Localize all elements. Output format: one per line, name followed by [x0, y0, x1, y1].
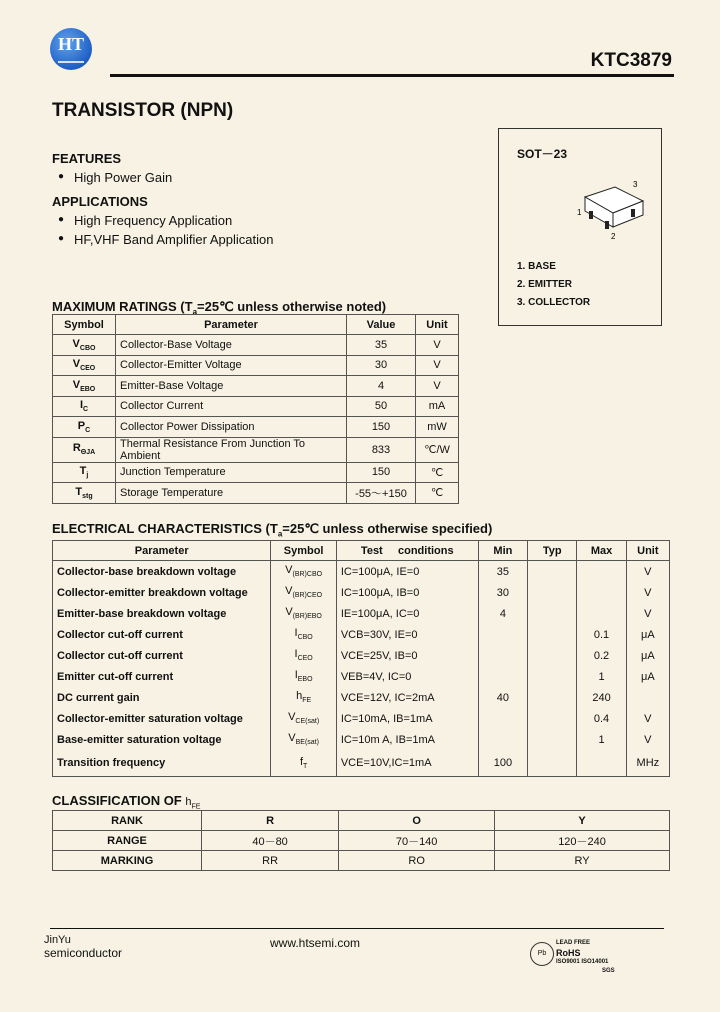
table-row: RANK R O Y [53, 811, 670, 831]
col-header: Parameter [53, 541, 271, 561]
min-cell [478, 729, 527, 750]
max-cell: 0.2 [577, 645, 626, 666]
company-name: JinYu [44, 934, 71, 946]
max-cell: 1 [577, 666, 626, 687]
col-header: Typ [528, 541, 577, 561]
classification-title: CLASSIFICATION OF $h_{FE}$ [52, 793, 201, 811]
table-row [53, 687, 670, 708]
certification-badges: Pb LEAD FREE RoHS ISO9001 ISO14001 SGS [530, 940, 654, 976]
symbol-cell: $f_T$ [271, 750, 336, 777]
feature-item: ● High Power Gain [74, 170, 172, 185]
table-row [53, 561, 670, 583]
max-cell [577, 582, 626, 603]
max-cell: 1 [577, 729, 626, 750]
col-header: Unit [416, 315, 459, 335]
table-row: $V_{EBO}$ Emitter-Base Voltage 4 V [53, 376, 459, 397]
cond-cell: VCE=25V, IB=0 [336, 645, 478, 666]
max-cell: 0.4 [577, 708, 626, 729]
max-cell [577, 603, 626, 624]
cond-cell: IE=100μA, IC=0 [336, 603, 478, 624]
typ-cell [528, 729, 577, 750]
pin-emitter: 2. EMITTER [517, 279, 573, 290]
col-header: Symbol [53, 315, 116, 335]
unit-cell: V [626, 729, 669, 750]
max-ratings-title: MAXIMUM RATINGS ($T_a=25℃$ unless otherwise noted) [52, 299, 387, 317]
table-row [53, 582, 670, 603]
col-header: Value [347, 315, 416, 335]
unit-cell: MHz [626, 750, 669, 777]
unit-cell: μA [626, 645, 669, 666]
param-cell: Collector cut-off current [53, 645, 271, 666]
min-cell [478, 708, 527, 729]
package-name: SOT－23 [517, 147, 568, 161]
unit-cell: V [626, 582, 669, 603]
application-item: ● High Frequency Application [74, 213, 232, 228]
table-row: $P_C$ Collector Power Dissipation 150 mW [53, 417, 459, 438]
footer-divider [50, 928, 664, 929]
cond-cell: VEB=4V, IC=0 [336, 666, 478, 687]
pin-collector: 3. COLLECTOR [517, 297, 591, 308]
min-cell: 40 [478, 687, 527, 708]
unit-cell: μA [626, 666, 669, 687]
typ-cell [528, 645, 577, 666]
typ-cell [528, 561, 577, 583]
symbol-cell: $V_{CE(sat)}$ [271, 708, 336, 729]
min-cell: 35 [478, 561, 527, 583]
col-header: Unit [626, 541, 669, 561]
param-cell: Collector-emitter saturation voltage [53, 708, 271, 729]
symbol-cell: $I_{CEO}$ [271, 645, 336, 666]
table-row [53, 624, 670, 645]
pin-label: 3 [633, 180, 638, 189]
cond-cell: VCE=12V, IC=2mA [336, 687, 478, 708]
table-row: $I_C$ Collector Current 50 mA [53, 396, 459, 417]
symbol-cell: $V_{(BR)CEO}$ [271, 582, 336, 603]
cert-iso: ISO9001 ISO14001 [556, 959, 609, 965]
header-divider [110, 74, 674, 77]
table-row [53, 750, 670, 777]
param-cell: DC current gain [53, 687, 271, 708]
typ-cell [528, 603, 577, 624]
cond-cell: VCE=10V,IC=1mA [336, 750, 478, 777]
unit-cell: V [626, 561, 669, 583]
param-cell: Collector-base breakdown voltage [53, 561, 271, 583]
page-title: TRANSISTOR (NPN) [52, 100, 234, 121]
max-cell [577, 561, 626, 583]
symbol-cell: $V_{(BR)CBO}$ [271, 561, 336, 583]
cert-rohs: RoHS [556, 948, 581, 958]
unit-cell: μA [626, 624, 669, 645]
typ-cell [528, 624, 577, 645]
features-heading: FEATURES [52, 151, 122, 166]
param-cell: Emitter-base breakdown voltage [53, 603, 271, 624]
table-row: MARKING RR RO RY [53, 851, 670, 871]
cert-sgs: SGS [602, 968, 615, 974]
min-cell [478, 645, 527, 666]
symbol-cell: $h_{FE}$ [271, 687, 336, 708]
symbol-cell: $I_{EBO}$ [271, 666, 336, 687]
table-row: RANGE 40－80 70－140 120－240 [53, 831, 670, 851]
part-number: KTC3879 [590, 50, 672, 71]
cond-cell: IC=100μA, IB=0 [336, 582, 478, 603]
pin-label: 2 [611, 232, 616, 241]
logo-text: HT [57, 34, 84, 54]
cond-cell: VCB=30V, IE=0 [336, 624, 478, 645]
table-row: $T_{stg}$ Storage Temperature -55～+150 ℃ [53, 483, 459, 504]
typ-cell [528, 687, 577, 708]
cert-lead-free: LEAD FREE [556, 940, 591, 946]
typ-cell [528, 708, 577, 729]
table-row: $T_j$ Junction Temperature 150 ℃ [53, 462, 459, 483]
cond-cell: IC=100μA, IE=0 [336, 561, 478, 583]
max-ratings-table [52, 314, 459, 504]
symbol-cell: $V_{(BR)EBO}$ [271, 603, 336, 624]
col-header: Parameter [116, 315, 347, 335]
param-cell: Collector cut-off current [53, 624, 271, 645]
col-header: Test conditions [336, 541, 478, 561]
table-row [53, 645, 670, 666]
pin-base: 1. BASE [517, 261, 556, 272]
max-cell: 240 [577, 687, 626, 708]
max-cell: 0.1 [577, 624, 626, 645]
table-row: $V_{CEO}$ Collector-Emitter Voltage 30 V [53, 355, 459, 376]
min-cell: 4 [478, 603, 527, 624]
table-row [53, 603, 670, 624]
unit-cell: V [626, 708, 669, 729]
unit-cell: V [626, 603, 669, 624]
application-item: ● HF,VHF Band Amplifier Application [74, 232, 273, 247]
typ-cell [528, 666, 577, 687]
min-cell: 100 [478, 750, 527, 777]
min-cell [478, 624, 527, 645]
typ-cell [528, 582, 577, 603]
param-cell: Base-emitter saturation voltage [53, 729, 271, 750]
table-row: $V_{CBO}$ Collector-Base Voltage 35 V [53, 335, 459, 356]
applications-heading: APPLICATIONS [52, 194, 148, 209]
package-box [498, 128, 662, 326]
company-name-2: semiconductor [44, 946, 123, 960]
pin-label: 1 [577, 208, 582, 217]
max-cell [577, 750, 626, 777]
param-cell: Transition frequency [53, 750, 271, 777]
website-link[interactable]: www.htsemi.com [270, 936, 361, 950]
classification-table [52, 810, 670, 871]
symbol-cell: $I_{CBO}$ [271, 624, 336, 645]
col-header: Symbol [271, 541, 336, 561]
col-header: Max [577, 541, 626, 561]
col-header: Min [478, 541, 527, 561]
min-cell [478, 666, 527, 687]
electrical-table [52, 540, 670, 777]
table-row [53, 729, 670, 750]
symbol-cell: $V_{BE(sat)}$ [271, 729, 336, 750]
cond-cell: IC=10m A, IB=1mA [336, 729, 478, 750]
typ-cell [528, 750, 577, 777]
cond-cell: IC=10mA, IB=1mA [336, 708, 478, 729]
param-cell: Emitter cut-off current [53, 666, 271, 687]
unit-cell [626, 687, 669, 708]
table-row [53, 666, 670, 687]
table-row [53, 708, 670, 729]
package-drawing [575, 175, 655, 255]
company-logo [50, 28, 92, 70]
param-cell: Collector-emitter breakdown voltage [53, 582, 271, 603]
min-cell: 30 [478, 582, 527, 603]
table-row: $R_{\Theta JA}$ Thermal Resistance From Junction To Ambient 833 ℃/W [53, 437, 459, 462]
electrical-title: ELECTRICAL CHARACTERISTICS ($T_a=25℃$ unless otherwise specified) [52, 521, 493, 539]
